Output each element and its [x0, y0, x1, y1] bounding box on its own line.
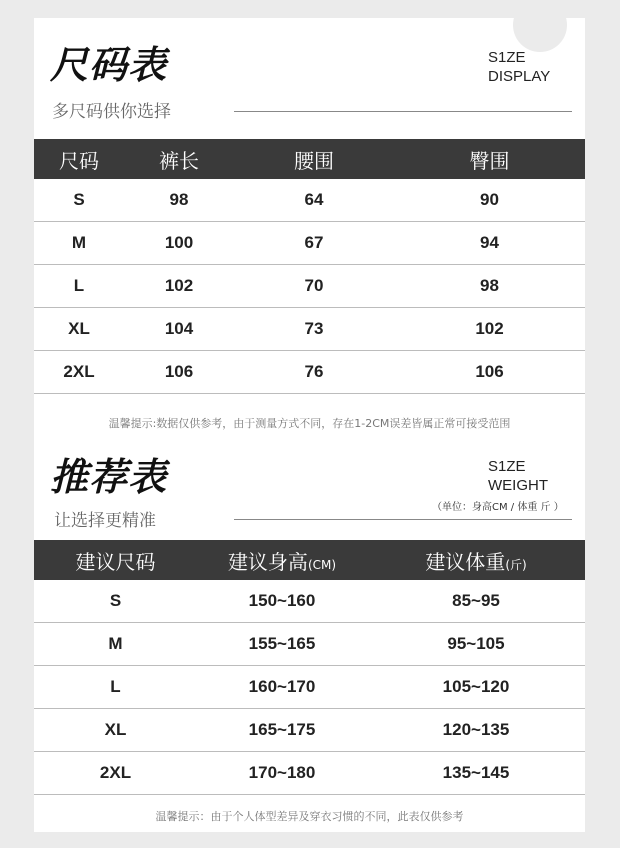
cell-size: S [34, 179, 124, 222]
cell-pants-length: 98 [124, 179, 234, 222]
header-suggest-size [34, 540, 197, 580]
cell-size: 2XL [34, 351, 124, 394]
cell-hip: 94 [394, 222, 585, 265]
table-row [34, 666, 585, 709]
table-row [34, 308, 585, 351]
recommend-table-header [34, 540, 585, 580]
header-suggest-height [197, 540, 367, 580]
cell-weight: 120~135 [367, 709, 585, 752]
cell-height: 170~180 [197, 752, 367, 795]
recommend-title: 推荐表 [50, 455, 168, 499]
cell-waist: 64 [234, 179, 394, 222]
header-suggest-weight-label: 建议体重 [425, 549, 506, 574]
cell-hip: 106 [394, 351, 585, 394]
cell-waist: 73 [234, 308, 394, 351]
cell-pants-length: 106 [124, 351, 234, 394]
cell-height: 165~175 [197, 709, 367, 752]
cell-size: XL [34, 709, 197, 752]
size-table-header [34, 139, 585, 179]
cell-weight: 135~145 [367, 752, 585, 795]
table-row [34, 709, 585, 752]
size-tag-line2: DISPLAY [488, 68, 551, 85]
table-row [34, 623, 585, 666]
header-waist: 腰围 [234, 139, 394, 179]
cell-waist: 70 [234, 265, 394, 308]
header-pants-length: 裤长 [124, 139, 234, 179]
weight-tag-line1: S1ZE [488, 458, 526, 475]
header-hip: 臀围 [394, 139, 585, 179]
recommend-divider [234, 519, 572, 520]
recommend-subtitle: 让选择更精准 [54, 511, 156, 531]
header-size: 尺码 [34, 139, 124, 179]
title-divider [234, 111, 572, 112]
header-suggest-weight [367, 540, 585, 580]
recommend-note: 温馨提示：由于个人体型差异及穿衣习惯的不同，此表仅供参考 [155, 810, 464, 823]
size-weight-tag [488, 457, 548, 495]
cell-size: L [34, 265, 124, 308]
cell-weight: 105~120 [367, 666, 585, 709]
cell-size: S [34, 580, 197, 623]
size-table [34, 139, 585, 394]
cell-height: 160~170 [197, 666, 367, 709]
cell-size: XL [34, 308, 124, 351]
table-row [34, 179, 585, 222]
size-chart-note: 温馨提示:数据仅供参考，由于测量方式不同，存在1-2CM误差皆属正常可接受范围 [108, 417, 511, 430]
cell-height: 150~160 [197, 580, 367, 623]
size-tag-line1: S1ZE [488, 49, 526, 66]
cell-size: L [34, 666, 197, 709]
cell-pants-length: 100 [124, 222, 234, 265]
header-suggest-size-label: 建议尺码 [75, 549, 156, 574]
table-row [34, 222, 585, 265]
cell-weight: 85~95 [367, 580, 585, 623]
cell-size: M [34, 222, 124, 265]
recommend-table [34, 540, 585, 795]
header-height-unit: (CM) [307, 557, 337, 572]
weight-tag-line2: WEIGHT [488, 477, 548, 494]
cell-waist: 76 [234, 351, 394, 394]
cell-height: 155~165 [197, 623, 367, 666]
table-row [34, 752, 585, 795]
table-row [34, 265, 585, 308]
cell-waist: 67 [234, 222, 394, 265]
cell-hip: 102 [394, 308, 585, 351]
cell-pants-length: 104 [124, 308, 234, 351]
card-notch [513, 0, 567, 52]
size-chart-card [34, 18, 585, 832]
table-row [34, 580, 585, 623]
cell-size: M [34, 623, 197, 666]
size-display-tag [488, 48, 550, 86]
cell-hip: 98 [394, 265, 585, 308]
unit-note: （单位：身高CM / 体重 斤 ） [432, 502, 564, 513]
header-weight-unit: (斤) [505, 557, 527, 572]
size-chart-subtitle: 多尺码供你选择 [52, 102, 171, 122]
cell-weight: 95~105 [367, 623, 585, 666]
header-suggest-height-label: 建议身高 [227, 549, 308, 574]
cell-pants-length: 102 [124, 265, 234, 308]
table-row [34, 351, 585, 394]
cell-size: 2XL [34, 752, 197, 795]
size-chart-title: 尺码表 [50, 43, 168, 87]
cell-hip: 90 [394, 179, 585, 222]
